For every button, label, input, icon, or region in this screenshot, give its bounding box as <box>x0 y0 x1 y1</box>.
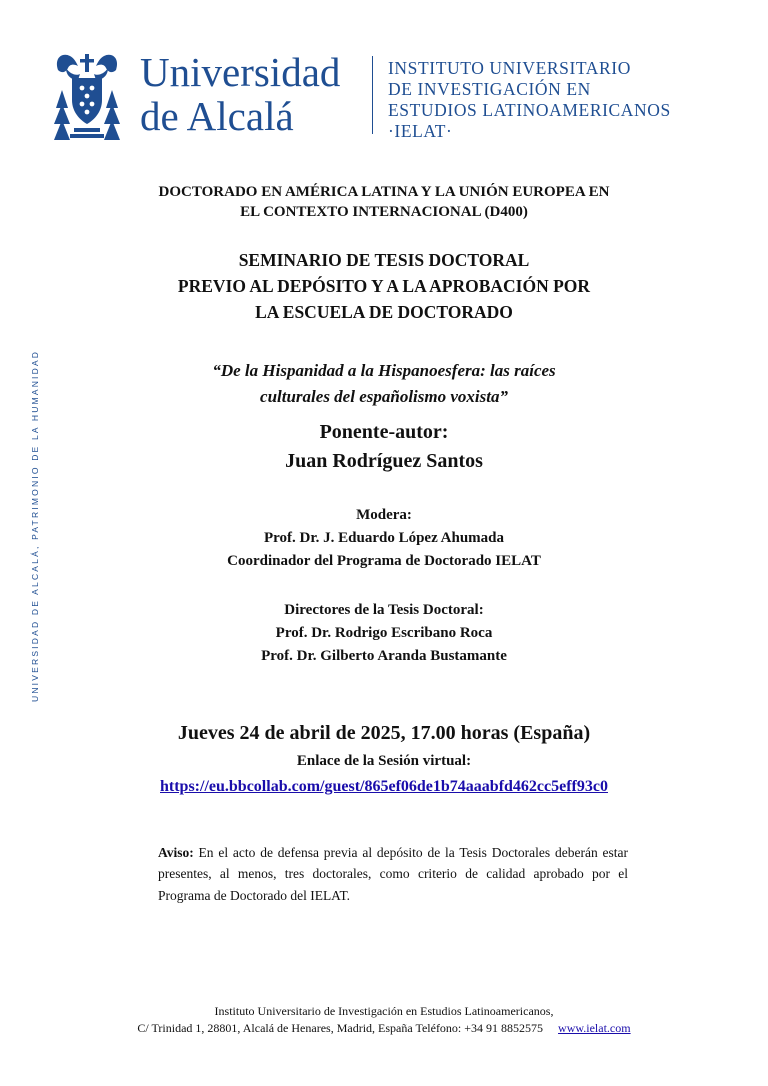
institute-line2: DE INVESTIGACIÓN EN <box>388 79 591 99</box>
notice-label: Aviso: <box>158 845 194 860</box>
institute-line4: ·IELAT· <box>388 121 453 141</box>
notice-paragraph <box>158 842 628 906</box>
university-name <box>140 50 340 138</box>
sidebar-heritage-text: UNIVERSIDAD DE ALCALÁ, PATRIMONIO DE LA HUMANIDAD <box>30 349 40 702</box>
university-crest-logo <box>52 48 122 144</box>
university-name-line1: Universidad <box>140 49 341 95</box>
institute-line1: INSTITUTO UNIVERSITARIO <box>388 58 631 78</box>
session-link-label: Enlace de la Sesión virtual: <box>296 753 472 769</box>
thesis-title-line2: culturales del españolismo voxista” <box>260 387 508 406</box>
author-label: Ponente-autor: <box>319 421 449 443</box>
seminar-line2: PREVIO AL DEPÓSITO Y A LA APROBACIÓN POR <box>177 276 591 296</box>
thesis-title-line1: “De la Hispanidad a la Hispanoesfera: las raíces <box>212 361 556 380</box>
director-name: Prof. Dr. Gilberto Aranda Bustamante <box>261 648 507 664</box>
author-name: Juan Rodríguez Santos <box>285 450 483 472</box>
seminar-heading <box>0 247 768 325</box>
institute-name <box>388 58 671 142</box>
notice-text: En el acto de defensa previa al depósito de la Tesis Doctorales deberán estar presentes, al menos, tres doctorales, como criterio de calidad aprobado por el Programa de Doctorado del IELAT. <box>158 845 628 903</box>
seminar-line1: SEMINARIO DE TESIS DOCTORAL <box>238 250 530 270</box>
directors-label: Directores de la Tesis Doctoral: <box>284 602 484 618</box>
moderator-name: Prof. Dr. J. Eduardo López Ahumada <box>263 530 505 546</box>
header-divider <box>372 56 373 134</box>
session-link[interactable]: https://eu.bbcollab.com/guest/865ef06de1b74aaabfd462cc5eff93c0 <box>160 778 608 795</box>
author-block <box>0 418 768 476</box>
director-name: Prof. Dr. Rodrigo Escribano Roca <box>275 625 493 641</box>
footer-contact <box>0 1020 768 1037</box>
programme-line1: DOCTORADO EN AMÉRICA LATINA Y LA UNIÓN EUROPEA EN <box>158 184 610 200</box>
thesis-title <box>0 358 768 410</box>
moderator-role: Coordinador del Programa de Doctorado IELAT <box>227 553 541 569</box>
university-name-line2: de Alcalá <box>140 93 294 139</box>
footer <box>0 1003 768 1037</box>
institute-line3: ESTUDIOS LATINOAMERICANOS <box>388 100 671 120</box>
directors-block <box>0 599 768 668</box>
programme-title <box>0 182 768 222</box>
footer-address: C/ Trinidad 1, 28801, Alcalá de Henares, Madrid, España Teléfono: +34 91 8852575 <box>137 1021 544 1035</box>
moderator-block <box>0 504 768 573</box>
event-datetime: Jueves 24 de abril de 2025, 17.00 horas (España) <box>177 722 591 744</box>
footer-website-link[interactable]: www.ielat.com <box>558 1021 631 1035</box>
moderator-label: Modera: <box>356 507 412 523</box>
programme-line2: EL CONTEXTO INTERNACIONAL (D400) <box>240 204 528 220</box>
session-link-wrapper <box>0 775 768 799</box>
footer-institute: Instituto Universitario de Investigación en Estudios Latinoamericanos, <box>214 1004 554 1018</box>
seminar-line3: LA ESCUELA DE DOCTORADO <box>255 302 513 322</box>
